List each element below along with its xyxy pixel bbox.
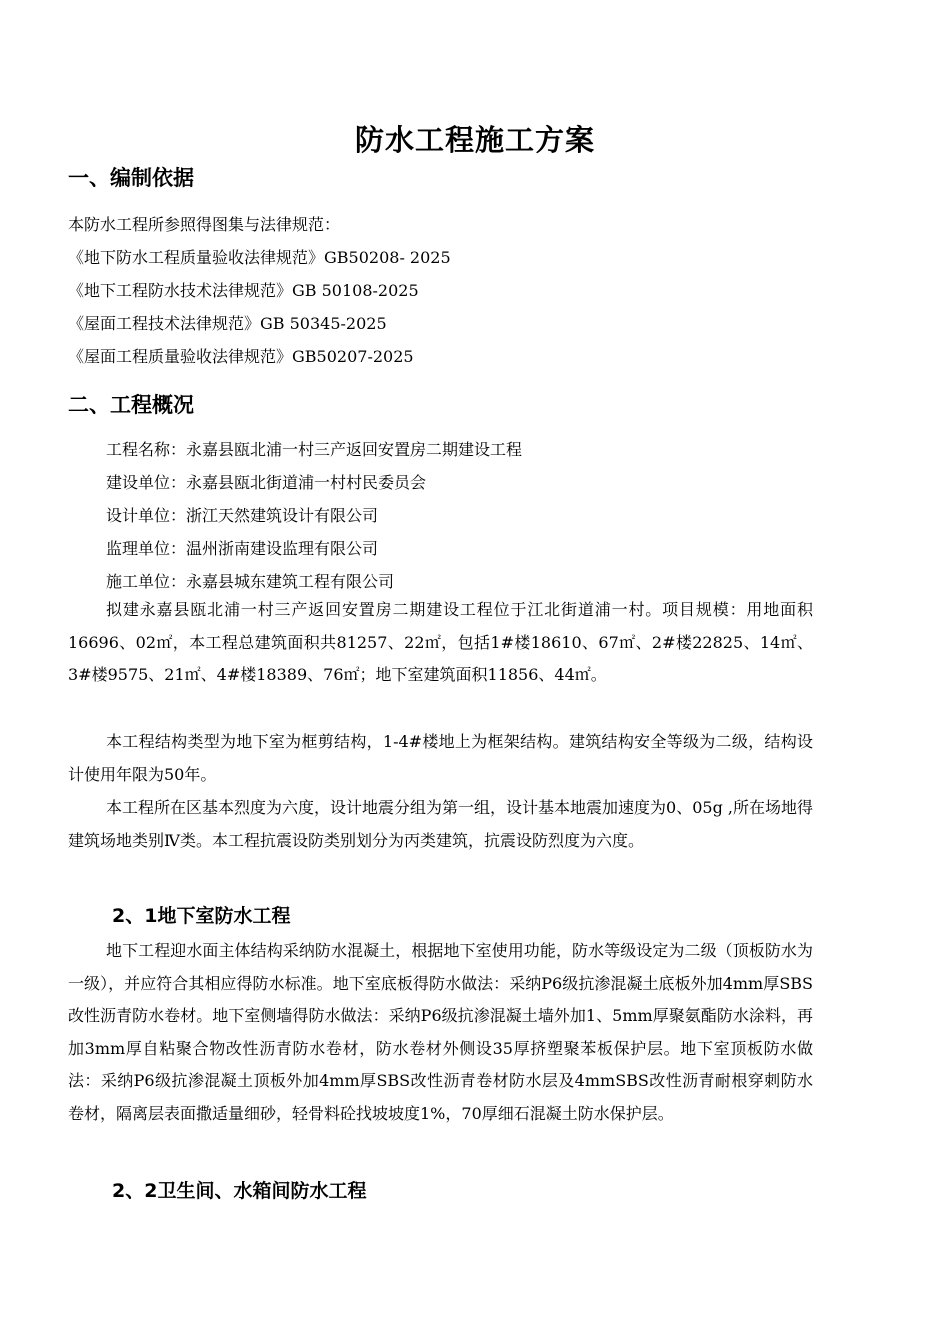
info-supervisor: 监理单位：温州浙南建设监理有限公司 [106, 539, 379, 558]
paragraph-structure: 本工程结构类型为地下室为框剪结构，1-4#楼地上为框架结构。建筑结构安全等级为二级，结构设计使用年限为50年。 [68, 732, 813, 784]
document-title: 防水工程施工方案 [354, 123, 595, 157]
paragraph-location: 拟建永嘉县瓯北浦一村三产返回安置房二期建设工程位于江北街道浦一村。项目规模：用地面积16696、02㎡，本工程总建筑面积共81257、22㎡，包括1#楼18610、67㎡、2#楼22825、14㎡、3#楼9575、21㎡、4#楼18389、76㎡；地下室建筑面积11856、44㎡。 [68, 600, 813, 685]
section-heading-overview: 二、工程概况 [68, 393, 194, 417]
info-project-name: 工程名称：永嘉县瓯北浦一村三产返回安置房二期建设工程 [106, 440, 523, 459]
section-heading-basis: 一、编制依据 [68, 166, 194, 190]
info-contractor: 施工单位：永嘉县城东建筑工程有限公司 [106, 572, 395, 591]
info-builder: 建设单位：永嘉县瓯北街道浦一村村民委员会 [106, 473, 427, 492]
paragraph-seismic: 本工程所在区基本烈度为六度，设计地震分组为第一组，设计基本地震加速度为0、05g ,所在场地得建筑场地类别Ⅳ类。本工程抗震设防类别划分为丙类建筑，抗震设防烈度为六度。 [68, 798, 813, 850]
standard-item: 《屋面工程质量验收法律规范》GB50207-2025 [68, 347, 414, 366]
basis-intro: 本防水工程所参照得图集与法律规范： [68, 215, 341, 234]
paragraph-basement-waterproofing: 地下工程迎水面主体结构采纳防水混凝土，根据地下室使用功能，防水等级设定为二级（顶板防水为一级），并应符合其相应得防水标准。地下室底板得防水做法：采纳P6级抗渗混凝土底板外加4mm厚SBS改性沥青防水卷材。地下室侧墙得防水做法：采纳P6级抗渗混凝土墙外加1、5mm厚聚氨酯防水涂料，再加3mm厚自粘聚合物改性沥青防水卷材，防水卷材外侧设35厚挤塑聚苯板保护层。地下室顶板防水做法：采纳P6级抗渗混凝土顶板外加4mm厚SBS改性沥青卷材防水层及4mmSBS改性沥青耐根穿刺防水卷材，隔离层表面撒适量细砂，轻骨料砼找坡坡度1%，70厚细石混凝土防水保护层。 [68, 941, 813, 1123]
subsection-heading-bathroom: 2、2卫生间、水箱间防水工程 [112, 1180, 367, 1202]
standard-item: 《地下工程防水技术法律规范》GB 50108-2025 [68, 281, 419, 300]
standard-item: 《屋面工程技术法律规范》GB 50345-2025 [68, 314, 387, 333]
info-designer: 设计单位：浙江天然建筑设计有限公司 [106, 506, 379, 525]
standard-item: 《地下防水工程质量验收法律规范》GB50208- 2025 [68, 248, 451, 267]
subsection-heading-basement: 2、1地下室防水工程 [112, 905, 291, 927]
